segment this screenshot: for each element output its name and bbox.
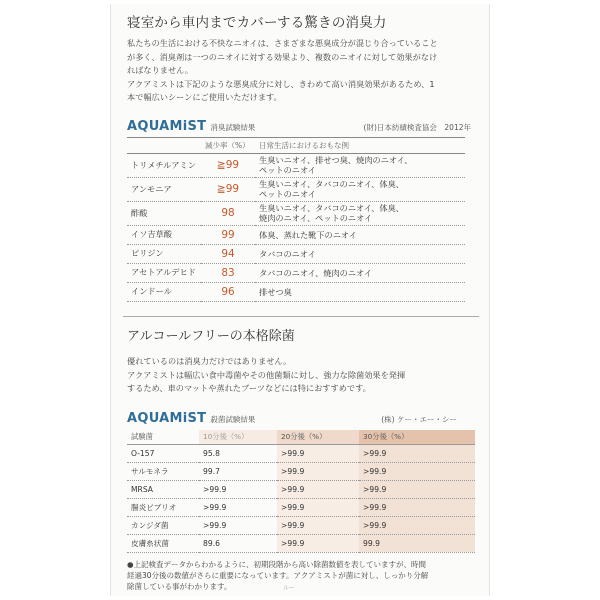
header-cell xyxy=(127,137,201,153)
table-row xyxy=(127,263,465,282)
example-desc: タバコのニオイ xyxy=(255,244,465,263)
footnote-line: 除菌している事がわかります。 xyxy=(127,581,232,591)
deodor-table xyxy=(127,137,465,302)
reduction-value: 94 xyxy=(201,244,255,263)
desc-line: 焼肉のニオイ、ペットのニオイ xyxy=(259,213,373,224)
substance-name: イソ吉草酸 xyxy=(127,225,201,244)
table-row xyxy=(127,480,475,498)
brand-logo: AQUAMiST xyxy=(127,410,207,426)
header-cell: 10分後（%） xyxy=(199,430,277,445)
table-row xyxy=(127,282,465,301)
section1-line: ればなりません。 xyxy=(127,65,193,76)
bacteria-name: 皮膚糸状菌 xyxy=(127,534,199,552)
antibac-header-row xyxy=(127,430,475,445)
value-20min: >99.9 xyxy=(277,534,359,552)
table-row xyxy=(127,516,475,534)
section1-text xyxy=(127,37,479,105)
section2-line: 優れているのは消臭力だけではありません。 xyxy=(127,355,292,366)
bacteria-name: カンジダ菌 xyxy=(127,516,199,534)
desc-line: 生臭いニオイ、タバコのニオイ、体臭、 xyxy=(259,178,404,189)
example-desc xyxy=(255,177,465,201)
footnote-line: 経過30分後の数値がさらに重要になっています。アクアミストが菌に対し、しっかり分解 xyxy=(127,570,429,580)
reduction-value: 96 xyxy=(201,282,255,301)
substance-name: インドール xyxy=(127,282,201,301)
page-number: ルー xyxy=(283,585,296,592)
value-20min: >99.9 xyxy=(277,462,359,480)
antibac-subtitle: 殺菌試験結果 xyxy=(210,414,256,424)
example-desc xyxy=(255,201,465,225)
table-row xyxy=(127,444,475,462)
value-30min: 99.9 xyxy=(359,534,475,552)
table-row xyxy=(127,462,475,480)
table-row xyxy=(127,153,465,177)
brand-logo: AQUAMiST xyxy=(127,118,207,134)
substance-name: 酢酸 xyxy=(127,201,201,225)
section1-line: 私たちの生活における不快なニオイは、さまざまな悪臭成分が混じり合っていること xyxy=(127,38,438,48)
reduction-value: ≧99 xyxy=(201,177,255,201)
header-cell: 試験菌 xyxy=(127,430,199,445)
footnote xyxy=(127,559,479,592)
antibac-source: (株) ケー・エー・シー xyxy=(381,414,457,424)
footnote-line: ●上記検査データからわかるように、初期段階から高い除菌数値を表していますが、時間 xyxy=(127,559,427,569)
value-20min: >99.9 xyxy=(277,444,359,462)
value-30min: >99.9 xyxy=(359,462,475,480)
reduction-value: 99 xyxy=(201,225,255,244)
desc-line: ペットのニオイ xyxy=(259,165,316,176)
desc-line: ペットのニオイ xyxy=(259,189,316,200)
section2-title: アルコールフリーの本格除菌 xyxy=(127,328,295,344)
value-10min: >99.9 xyxy=(199,480,277,498)
section2-line: するため、車のマットや蒸れたブーツなどには特におすすめです。 xyxy=(127,383,371,394)
value-30min: >99.9 xyxy=(359,498,475,516)
header-cell: 日常生活におけるおもな例 xyxy=(255,137,465,153)
value-10min: >99.9 xyxy=(199,516,277,534)
value-20min: >99.9 xyxy=(277,498,359,516)
table-row xyxy=(127,498,475,516)
section2-text xyxy=(127,355,479,396)
desc-line: 生臭いニオイ、排せつ臭、焼肉のニオイ、 xyxy=(259,154,413,165)
value-30min: >99.9 xyxy=(359,480,475,498)
example-desc: 体臭、蒸れた靴下のニオイ xyxy=(255,225,465,244)
section1-line: 本で幅広いシーンにご使用いただけます。 xyxy=(127,92,282,103)
example-desc xyxy=(255,153,465,177)
deodor-brand-row xyxy=(127,118,479,134)
section1-title: 寝室から車内までカバーする驚きの消臭力 xyxy=(127,15,387,31)
value-10min: >99.9 xyxy=(199,498,277,516)
document-page xyxy=(110,4,490,596)
section-divider xyxy=(123,316,479,317)
deodor-header-row xyxy=(127,137,465,153)
substance-name: アンモニア xyxy=(127,177,201,201)
header-cell: 30分後（%） xyxy=(359,430,475,445)
header-cell: 減少率（%） xyxy=(201,137,255,153)
example-desc: タバコのニオイ、焼肉のニオイ xyxy=(255,263,465,282)
value-10min: 89.6 xyxy=(199,534,277,552)
value-10min: 95.8 xyxy=(199,444,277,462)
antibac-brand-row xyxy=(127,410,479,426)
table-row xyxy=(127,201,465,225)
bacteria-name: サルモネラ xyxy=(127,462,199,480)
value-10min: 99.7 xyxy=(199,462,277,480)
section1-line: アクアミストは下記のような悪臭成分に対し、きわめて高い消臭効果があるため、1 xyxy=(127,78,435,89)
table-row xyxy=(127,177,465,201)
substance-name: アセトアルデヒド xyxy=(127,263,201,282)
example-desc: 排せつ臭 xyxy=(255,282,465,301)
section1-line: が多く、消臭剤は一つのニオイに対する効果より、複数のニオイに対して効果がなけ xyxy=(127,51,438,62)
bacteria-name: MRSA xyxy=(127,480,199,498)
header-cell: 20分後（%） xyxy=(277,430,359,445)
value-30min: >99.9 xyxy=(359,516,475,534)
desc-line: 生臭いニオイ、タバコのニオイ、体臭、 xyxy=(259,202,404,213)
bacteria-name: O-157 xyxy=(127,444,199,462)
substance-name: ピリジン xyxy=(127,244,201,263)
table-row xyxy=(127,225,465,244)
value-20min: >99.9 xyxy=(277,480,359,498)
value-30min: >99.9 xyxy=(359,444,475,462)
table-row xyxy=(127,534,475,552)
reduction-value: ≧99 xyxy=(201,153,255,177)
bacteria-name: 腸炎ビブリオ xyxy=(127,498,199,516)
antibac-table xyxy=(127,430,475,553)
substance-name: トリメチルアミン xyxy=(127,153,201,177)
reduction-value: 83 xyxy=(201,263,255,282)
section2-line: アクアミストは幅広い食中毒菌やその他菌類に対し、強力な除菌効果を発揮 xyxy=(127,369,406,380)
table-row xyxy=(127,244,465,263)
deodor-source: (財)日本紡績検査協会 2012年 xyxy=(363,122,471,132)
value-20min: >99.9 xyxy=(277,516,359,534)
deodor-subtitle: 消臭試験結果 xyxy=(210,122,256,132)
reduction-value: 98 xyxy=(201,201,255,225)
